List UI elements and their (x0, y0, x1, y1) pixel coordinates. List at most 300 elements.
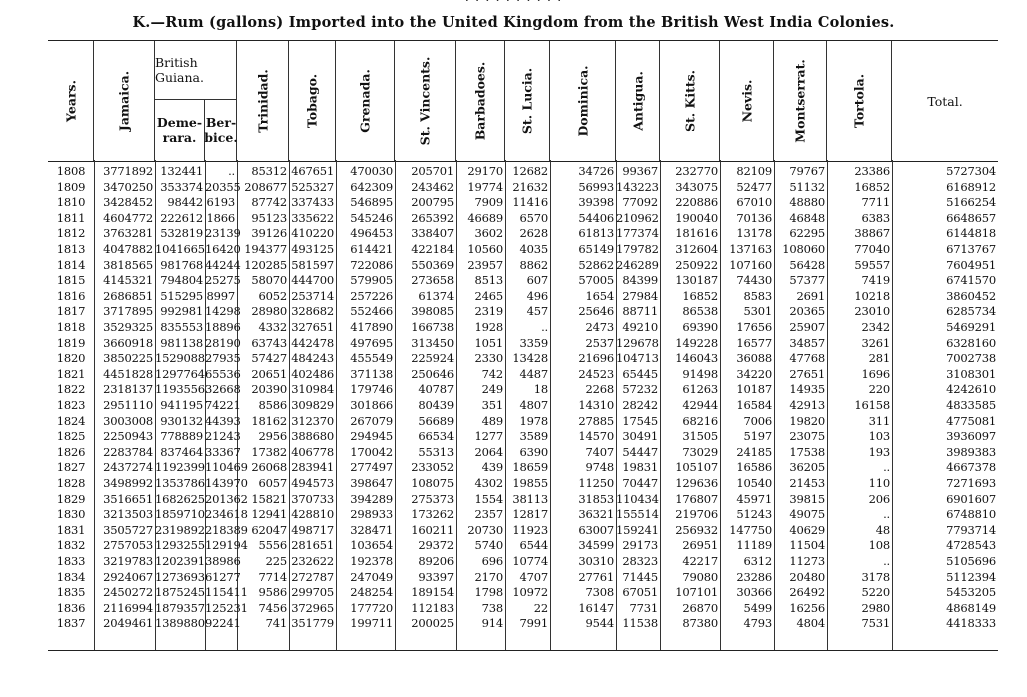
cell-demerara: 1389880 (155, 616, 205, 631)
table-row (48, 320, 998, 336)
cell-berbice: 1866 (206, 210, 235, 225)
cell-montserrat: 27651 (789, 366, 825, 381)
cell-tobago: 444700 (291, 273, 334, 288)
col-header-dominica (550, 41, 616, 161)
table-row (48, 242, 998, 258)
cell-grenada: 177720 (350, 600, 393, 615)
col-header-st-kitts (660, 41, 720, 161)
year-cell: 1831 (56, 522, 86, 537)
cell-nevis: 36088 (736, 351, 772, 366)
table-row (48, 258, 998, 274)
cell-st-kitts: 61263 (682, 382, 718, 397)
cell-st-vincents: 93397 (418, 569, 454, 584)
cell-st-kitts: 86538 (682, 304, 718, 319)
cell-tortola: 48 (875, 522, 890, 537)
cell-barbadoes: 1928 (474, 320, 503, 334)
table-row (48, 398, 998, 414)
cell-demerara: 222612 (160, 210, 203, 225)
cell-st-lucia: 11923 (512, 522, 548, 537)
cell-tobago: 312370 (291, 413, 334, 428)
table-row (48, 570, 998, 586)
cell-st-kitts: 149228 (675, 335, 718, 350)
cell-tobago: 525327 (291, 179, 334, 194)
year-cell: 1810 (56, 195, 86, 210)
cell-demerara: 930132 (160, 413, 203, 428)
cell-demerara: 1353786 (155, 476, 205, 490)
cell-st-vincents: 205701 (411, 164, 454, 178)
cell-nevis: 5499 (743, 600, 772, 615)
cell-demerara: 941195 (160, 398, 203, 412)
cell-st-lucia: 6390 (519, 444, 548, 459)
cell-tobago: 402486 (291, 366, 334, 381)
year-cell: 1828 (56, 476, 86, 490)
cell-st-lucia: 10972 (512, 585, 548, 600)
cell-tortola: 10218 (854, 288, 890, 303)
cell-jamaica: 2283784 (103, 444, 153, 459)
cell-berbice: 92241 (205, 616, 241, 631)
cell-grenada: 192378 (350, 554, 393, 568)
cell-dominica: 14570 (578, 429, 614, 444)
cell-grenada: 579905 (350, 273, 393, 288)
cell-trinidad: 2956 (258, 429, 287, 444)
cell-nevis: 16584 (736, 398, 772, 412)
cell-antigua: 110434 (616, 491, 659, 506)
cell-montserrat: 46848 (789, 210, 825, 225)
cell-demerara: 835553 (160, 320, 203, 334)
cell-st-kitts: 146043 (675, 351, 718, 366)
cell-jamaica: 3003008 (103, 413, 153, 428)
cell-dominica: 34726 (578, 164, 614, 178)
table-row (48, 164, 998, 180)
year-cell: 1813 (56, 242, 86, 256)
cell-grenada: 179746 (350, 382, 393, 397)
cell-st-vincents: 550369 (411, 257, 454, 272)
cell-montserrat: 49075 (789, 507, 825, 522)
cell-barbadoes: 1554 (474, 491, 503, 506)
cell-jamaica: 2116994 (103, 600, 153, 615)
cell-st-vincents: 89206 (418, 554, 454, 568)
cell-total: 4242610 (946, 382, 996, 397)
cell-berbice: .. (228, 164, 235, 178)
cell-st-kitts: 181616 (675, 226, 718, 241)
cell-st-lucia: 19855 (512, 476, 548, 490)
year-cell: 1818 (56, 320, 86, 334)
cell-berbice: 218389 (205, 522, 248, 537)
cell-antigua: 104713 (616, 351, 659, 366)
cell-tobago: 484243 (291, 351, 334, 366)
cell-dominica: 27885 (578, 413, 614, 428)
col-header-grenada (336, 41, 395, 161)
cell-dominica: 31853 (578, 491, 614, 506)
cell-tobago: 467651 (291, 164, 334, 178)
cell-st-kitts: 69390 (682, 320, 718, 334)
cell-dominica: 2473 (585, 320, 614, 334)
cell-grenada: 294945 (350, 429, 393, 444)
cell-montserrat: 20365 (789, 304, 825, 319)
cell-st-kitts: 312604 (675, 242, 718, 256)
cell-trinidad: 9586 (258, 585, 287, 600)
cell-tobago: 388680 (291, 429, 334, 444)
cell-montserrat: 14935 (789, 382, 825, 397)
cell-jamaica: 2437274 (103, 460, 153, 475)
cell-st-lucia: 11416 (512, 195, 548, 210)
cell-total: 5166254 (946, 195, 996, 210)
table-row (48, 211, 998, 227)
cell-barbadoes: 696 (481, 554, 503, 568)
cell-dominica: 65149 (578, 242, 614, 256)
cell-grenada: 546895 (350, 195, 393, 210)
cell-st-kitts: 250922 (675, 257, 718, 272)
year-cell: 1819 (56, 335, 86, 350)
cell-tortola: 7419 (861, 273, 890, 288)
year-cell: 1835 (56, 585, 86, 600)
cell-montserrat: 62295 (789, 226, 825, 241)
cell-total: 4868149 (946, 600, 996, 615)
cell-tortola: 1696 (861, 366, 890, 381)
cell-montserrat: 11273 (789, 554, 825, 568)
cell-nevis: 6312 (743, 554, 772, 568)
table-row (48, 492, 998, 508)
cell-nevis: 24185 (736, 444, 772, 459)
cell-berbice: 115411 (205, 585, 248, 600)
year-cell: 1826 (56, 444, 86, 459)
year-cell: 1834 (56, 569, 86, 584)
cell-dominica: 54406 (578, 210, 614, 225)
col-header-label: Trinidad. (255, 69, 270, 133)
cell-barbadoes: 2319 (474, 304, 503, 319)
cell-dominica: 34599 (578, 538, 614, 553)
cell-demerara: 992981 (160, 304, 203, 319)
cell-montserrat: 47768 (789, 351, 825, 366)
cell-st-kitts: 16852 (682, 288, 718, 303)
cell-st-vincents: 56689 (418, 413, 454, 428)
cell-jamaica: 2450272 (103, 585, 153, 600)
cell-st-vincents: 233052 (411, 460, 454, 475)
cell-trinidad: 20651 (251, 366, 287, 381)
cell-demerara: 1041665 (155, 242, 205, 256)
cell-tortola: .. (883, 554, 890, 568)
cell-grenada: 552466 (350, 304, 393, 319)
cell-total: 7604951 (946, 257, 996, 272)
cell-nevis: 5301 (743, 304, 772, 319)
cell-jamaica: 2049461 (103, 616, 153, 631)
cell-nevis: 17656 (736, 320, 772, 334)
cell-tobago: 299705 (291, 585, 334, 600)
cell-grenada: 267079 (350, 413, 393, 428)
cell-antigua: 177374 (616, 226, 659, 241)
cell-antigua: 19831 (622, 460, 658, 475)
cell-antigua: 246289 (616, 257, 659, 272)
table-row (48, 226, 998, 242)
cell-st-kitts: 42217 (682, 554, 718, 568)
cell-tortola: 23010 (854, 304, 890, 319)
cell-jamaica: 2924067 (103, 569, 153, 584)
table-row (48, 476, 998, 492)
cell-tortola: 3261 (861, 335, 890, 350)
cell-st-kitts: 26951 (682, 538, 718, 553)
cell-montserrat: 56428 (789, 257, 825, 272)
cell-antigua: 29173 (622, 538, 658, 553)
year-cell: 1811 (56, 210, 86, 225)
cell-grenada: 170042 (350, 444, 393, 459)
cell-dominica: 9748 (585, 460, 614, 475)
col-header-label: Nevis. (739, 79, 754, 123)
cell-tobago: 428810 (291, 507, 334, 522)
cell-grenada: 722086 (350, 257, 393, 272)
col-header-label: St. Lucia. (519, 67, 535, 135)
cell-total: 6713767 (946, 242, 996, 256)
cell-trinidad: 8586 (258, 398, 287, 412)
cell-antigua: 17545 (622, 413, 658, 428)
cell-antigua: 11538 (622, 616, 658, 631)
year-cell: 1833 (56, 554, 86, 568)
col-header-tortola (827, 41, 892, 161)
cell-berbice: 61277 (205, 569, 241, 584)
year-cell: 1827 (56, 460, 86, 475)
cell-montserrat: 57377 (789, 273, 825, 288)
cell-st-lucia: 1978 (519, 413, 548, 428)
cell-jamaica: 3505727 (103, 522, 153, 537)
cell-nevis: 8583 (743, 288, 772, 303)
cell-tobago: 328682 (291, 304, 334, 319)
table-row (48, 382, 998, 398)
year-cell: 1814 (56, 257, 86, 272)
year-cell: 1822 (56, 382, 86, 397)
cell-dominica: 21696 (578, 351, 614, 366)
cell-tortola: 23386 (854, 164, 890, 178)
cell-st-kitts: 129636 (675, 476, 718, 490)
cell-st-kitts: 87380 (682, 616, 718, 631)
cell-st-vincents: 66534 (418, 429, 454, 444)
cell-dominica: 16147 (578, 600, 614, 615)
cell-montserrat: 4804 (796, 616, 825, 631)
cell-montserrat: 39815 (789, 491, 825, 506)
cell-montserrat: 17538 (789, 444, 825, 459)
cell-total: 6168912 (946, 179, 996, 194)
cell-st-vincents: 250646 (411, 366, 454, 381)
cell-dominica: 61813 (578, 226, 614, 241)
cell-demerara: 132441 (160, 164, 203, 178)
cell-barbadoes: 914 (481, 616, 503, 631)
year-cell: 1837 (56, 616, 86, 631)
cell-trinidad: 18162 (251, 413, 287, 428)
cell-total: 4418333 (946, 616, 996, 631)
cell-nevis: 74430 (736, 273, 772, 288)
cell-berbice: 44244 (205, 257, 241, 272)
cell-antigua: 84399 (622, 273, 658, 288)
cell-st-lucia: 10774 (512, 554, 548, 568)
cell-st-kitts: 73029 (682, 444, 718, 459)
cell-st-lucia: 18659 (512, 460, 548, 475)
cell-st-vincents: 80439 (418, 398, 454, 412)
cell-st-vincents: 55313 (418, 444, 454, 459)
cell-dominica: 39398 (578, 195, 614, 210)
cell-trinidad: 6052 (258, 288, 287, 303)
cell-demerara: 98442 (167, 195, 203, 210)
table-row (48, 429, 998, 445)
cell-jamaica: 2757053 (103, 538, 153, 553)
cell-dominica: 56993 (578, 179, 614, 194)
col-header-total: Total. (927, 93, 963, 109)
cell-antigua: 65445 (622, 366, 658, 381)
cell-barbadoes: 439 (481, 460, 503, 475)
year-cell: 1817 (56, 304, 86, 319)
cell-jamaica: 3529325 (103, 320, 153, 334)
cell-nevis: 7006 (743, 413, 772, 428)
col-header-label: Antigua. (630, 71, 645, 131)
cell-dominica: 2268 (585, 382, 614, 397)
year-cell: 1816 (56, 288, 86, 303)
cell-tortola: 38867 (854, 226, 890, 241)
year-cell: 1809 (56, 179, 86, 194)
cell-trinidad: 62047 (251, 522, 287, 537)
cell-antigua: 179782 (616, 242, 659, 256)
cell-grenada: 455549 (350, 351, 393, 366)
cell-nevis: 23286 (736, 569, 772, 584)
cell-trinidad: 208677 (244, 179, 287, 194)
cell-montserrat: 42913 (789, 398, 825, 412)
cell-montserrat: 48880 (789, 195, 825, 210)
cell-st-lucia: 13428 (512, 351, 548, 366)
cell-grenada: 371138 (350, 366, 393, 381)
cell-jamaica: 4451828 (103, 366, 153, 381)
cell-trinidad: 17382 (251, 444, 287, 459)
cell-antigua: 155514 (616, 507, 659, 522)
cell-st-vincents: 112183 (411, 600, 454, 615)
cell-st-vincents: 61374 (418, 288, 454, 303)
cell-demerara: 1682625 (155, 491, 205, 506)
cell-trinidad: 85312 (251, 164, 287, 178)
cell-tortola: 7531 (861, 616, 890, 631)
cell-jamaica: 3498992 (103, 476, 153, 490)
cell-montserrat: 11504 (789, 538, 825, 553)
cell-berbice: 129194 (205, 538, 248, 553)
cell-barbadoes: 20730 (467, 522, 503, 537)
cell-berbice: 234618 (205, 507, 248, 522)
cell-demerara: 2319892 (155, 522, 205, 537)
cell-antigua: 7731 (629, 600, 658, 615)
cell-trinidad: 15821 (251, 491, 287, 506)
cell-st-vincents: 422184 (411, 242, 454, 256)
cell-trinidad: 5556 (258, 538, 287, 553)
cell-barbadoes: 738 (481, 600, 503, 615)
cell-tobago: 272787 (291, 569, 334, 584)
cell-tortola: 311 (868, 413, 890, 428)
cell-total: 4833585 (946, 398, 996, 412)
cell-st-lucia: 4707 (519, 569, 548, 584)
british-guiana-group-header (155, 41, 237, 161)
cell-trinidad: 20390 (251, 382, 287, 397)
year-cell: 1830 (56, 507, 86, 522)
cell-dominica: 27761 (578, 569, 614, 584)
cell-total: 3860452 (946, 288, 996, 303)
cell-jamaica: 4604772 (103, 210, 153, 225)
cell-st-lucia: 12682 (512, 164, 548, 178)
cell-barbadoes: 8513 (474, 273, 503, 288)
cell-demerara: 1202391 (155, 554, 205, 568)
cell-st-vincents: 173262 (411, 507, 454, 522)
cell-antigua: 49210 (622, 320, 658, 334)
cell-trinidad: 63743 (251, 335, 287, 350)
cell-barbadoes: 5740 (474, 538, 503, 553)
cell-trinidad: 6057 (258, 476, 287, 490)
cell-st-vincents: 160211 (411, 522, 454, 537)
cell-tobago: 494573 (291, 476, 334, 490)
cell-montserrat: 20480 (789, 569, 825, 584)
col-header-jamaica (94, 41, 155, 161)
group-header-label: British Guiana. (155, 41, 236, 100)
cell-tortola: 110 (868, 476, 890, 490)
cell-st-lucia: 8862 (519, 257, 548, 272)
cell-montserrat: 79767 (789, 164, 825, 178)
cell-nevis: 16577 (736, 335, 772, 350)
cell-st-lucia: 12817 (512, 507, 548, 522)
cell-st-lucia: 6544 (519, 538, 548, 553)
cell-grenada: 199711 (350, 616, 393, 631)
cell-montserrat: 26492 (789, 585, 825, 600)
cell-nevis: 82109 (736, 164, 772, 178)
cell-trinidad: 120285 (244, 257, 287, 272)
cell-antigua: 99367 (622, 164, 658, 178)
cell-grenada: 248254 (350, 585, 393, 600)
cell-tobago: 335622 (291, 210, 334, 225)
cell-berbice: 125231 (205, 600, 248, 615)
cell-barbadoes: 489 (481, 413, 503, 428)
cell-st-vincents: 200795 (411, 195, 454, 210)
cell-antigua: 77092 (622, 195, 658, 210)
cell-grenada: 257226 (350, 288, 393, 303)
cell-st-kitts: 68216 (682, 413, 718, 428)
cell-dominica: 14310 (578, 398, 614, 412)
table-row (48, 367, 998, 383)
cell-jamaica: 3219783 (103, 554, 153, 568)
cell-st-lucia: 4487 (519, 366, 548, 381)
cell-barbadoes: 1798 (474, 585, 503, 600)
col-header-label: Jamaica. (116, 70, 132, 132)
cell-dominica: 11250 (578, 476, 614, 490)
cell-st-lucia: 4035 (519, 242, 548, 256)
cell-antigua: 88711 (622, 304, 658, 319)
year-cell: 1808 (56, 164, 86, 178)
cell-total: 3989383 (946, 444, 996, 459)
table-row (48, 445, 998, 461)
cell-total: 6748810 (946, 507, 996, 522)
col-header-label: Grenada. (357, 69, 373, 133)
cell-st-vincents: 338407 (411, 226, 454, 241)
cell-grenada: 642309 (350, 179, 393, 194)
table-row (48, 336, 998, 352)
cell-tortola: 7711 (861, 195, 890, 210)
cell-tortola: 77040 (854, 242, 890, 256)
cell-barbadoes: 351 (481, 398, 503, 412)
cell-berbice: 18896 (205, 320, 241, 334)
cell-antigua: 143223 (616, 179, 659, 194)
cell-nevis: 70136 (736, 210, 772, 225)
cell-total: 7271693 (946, 476, 996, 490)
cell-antigua: 30491 (622, 429, 658, 444)
cell-total: 6285734 (946, 304, 996, 319)
col-header-berbice: Ber- bice. (204, 115, 238, 145)
cell-st-vincents: 243462 (411, 179, 454, 194)
cell-tobago: 281651 (291, 538, 334, 553)
cell-antigua: 28323 (622, 554, 658, 568)
cell-dominica: 25646 (578, 304, 614, 319)
cell-berbice: 33367 (205, 444, 241, 459)
cell-jamaica: 3660918 (103, 335, 153, 350)
cell-dominica: 9544 (585, 616, 614, 631)
cell-jamaica: 3850225 (103, 351, 153, 366)
cell-st-kitts: 31505 (682, 429, 718, 444)
